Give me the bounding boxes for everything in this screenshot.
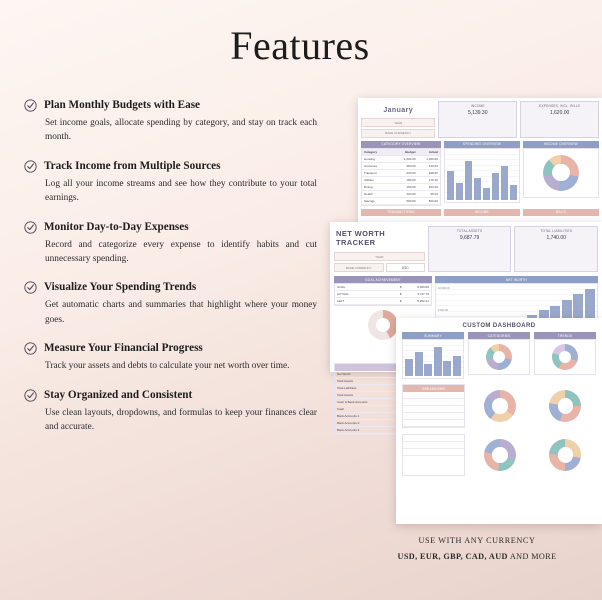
cell-budget: 180.00 <box>406 177 416 182</box>
row-label: Total Assets <box>337 379 354 383</box>
goal-value: 9,000.00 <box>417 285 429 289</box>
check-circle-icon <box>24 342 37 355</box>
total-assets-value: 9,687.79 <box>459 235 480 241</box>
january-spending-overview-header: SPENDING OVERVIEW <box>444 141 520 148</box>
feature-item <box>24 388 324 435</box>
dashboard-donut-b-wrap <box>469 384 530 428</box>
feature-description: Use clean layouts, dropdowns, and formulas to keep your finances clear and accurate. <box>45 407 317 433</box>
total-liabilities-label: TOTAL LIABILITIES <box>540 229 573 233</box>
cell-budget: 1,200.00 <box>403 156 416 161</box>
cell-actual: 198.00 <box>428 170 438 175</box>
col-actual: Actual <box>428 149 438 154</box>
feature-item <box>24 159 324 206</box>
donut-chart <box>549 390 581 422</box>
dashboard-donut-c-wrap <box>535 384 596 428</box>
networth-goal-achievement-header: GOAL ACHIEVEMENT <box>334 276 432 283</box>
dashboard-trends-header: TRENDS <box>534 332 596 339</box>
cell-budget: 500.00 <box>406 198 416 203</box>
cell-category: Transport <box>364 170 377 175</box>
footer-currency-note: USE WITH ANY CURRENCY <box>418 536 536 545</box>
january-income-donut-wrap <box>523 148 599 198</box>
cell-actual: 176.40 <box>428 177 438 182</box>
bar-chart <box>447 152 517 200</box>
row-label: Net Worth <box>337 372 351 376</box>
dashboard-donut-e-wrap <box>535 434 596 476</box>
january-expenses-card <box>520 101 599 138</box>
feature-title: Plan Monthly Budgets with Ease <box>44 99 201 111</box>
goal-label: ACTUAL <box>337 292 349 296</box>
cell-category: Health <box>364 191 373 196</box>
cell-actual: 95.00 <box>430 191 438 196</box>
january-category-overview-header: CATEGORY OVERVIEW <box>361 141 441 148</box>
january-title: January <box>383 107 413 114</box>
cell-actual: 162.00 <box>428 184 438 189</box>
feature-title: Visualize Your Spending Trends <box>44 281 197 294</box>
cell-actual: 500.00 <box>428 198 438 203</box>
feature-heading <box>24 159 324 173</box>
january-income-overview-header: INCOME OVERVIEW <box>523 141 599 148</box>
dashboard-title: CUSTOM DASHBOARD <box>462 323 536 329</box>
cell-category: Housing <box>364 156 376 161</box>
january-income-header: INCOME <box>444 209 520 216</box>
feature-heading <box>24 98 324 112</box>
row-label: Total Assets <box>337 393 354 397</box>
cell-category: Groceries <box>364 163 378 168</box>
y-tick: 9,000.00 <box>437 308 448 312</box>
goal-row <box>335 298 431 305</box>
january-base-currency-label: BASE CURRENCY <box>385 131 412 135</box>
networth-base-currency-label: BASE CURRENCY <box>345 265 372 270</box>
feature-description: Get automatic charts and summaries that highlight where your money goes. <box>45 300 317 325</box>
networth-total-assets-card <box>428 226 512 272</box>
dashboard-breakdown-header: BREAKDOWN <box>403 385 464 392</box>
dashboard-donut-d-wrap <box>469 434 530 476</box>
feature-description: Set income goals, allocate spending by category, and stay on track each month. <box>45 118 317 143</box>
check-circle-icon <box>24 281 37 294</box>
cell-budget: 450.00 <box>406 163 416 168</box>
dashboard-trends-donut-wrap <box>534 339 596 375</box>
dashboard-summary-chart <box>402 339 464 379</box>
check-circle-icon <box>24 221 37 234</box>
cell-category: Utilities <box>364 177 374 182</box>
cell-category: Dining <box>364 184 373 189</box>
feature-heading <box>24 388 324 402</box>
row-label: Bank Accounts 1 <box>337 414 360 418</box>
goal-value: 3,747.79 <box>417 292 429 296</box>
check-circle-icon <box>24 389 37 402</box>
goal-currency: $ <box>399 299 402 303</box>
row-label: Cash <box>337 407 345 411</box>
feature-title: Track Income from Multiple Sources <box>44 159 221 172</box>
table-row <box>362 163 440 170</box>
row-label: Bank Accounts 2 <box>337 421 360 425</box>
goal-currency: $ <box>399 292 402 296</box>
table-row <box>362 156 440 163</box>
cell-budget: 220.00 <box>406 170 416 175</box>
footer-currency-list <box>352 552 602 561</box>
january-spending-chart <box>444 148 520 203</box>
feature-title: Stay Organized and Consistent <box>44 388 193 401</box>
feature-description: Track your assets and debts to calculate your net worth over time. <box>45 361 290 372</box>
goal-label: GOAL <box>337 285 346 289</box>
january-income-label: INCOME <box>470 104 485 108</box>
y-tick: 10,500.00 <box>437 287 450 290</box>
spreadsheet-january-budget <box>358 98 602 226</box>
table-header-row <box>362 149 440 156</box>
table-row <box>362 177 440 184</box>
table-row <box>403 413 464 420</box>
dashboard-categories-donut-wrap <box>468 339 530 375</box>
col-category: Category <box>364 149 378 154</box>
cell-actual: 1,180.00 <box>426 156 438 161</box>
table-row <box>403 435 464 442</box>
donut-chart <box>552 344 578 370</box>
table-row <box>362 184 440 191</box>
feature-description: Log all your income streams and see how they contribute to your total earnings. <box>45 178 317 204</box>
table-row <box>362 198 440 205</box>
row-label: Bank Accounts 3 <box>337 428 360 432</box>
feature-heading <box>24 341 324 355</box>
feature-title: Monitor Day-to-Day Expenses <box>44 220 189 233</box>
table-row <box>403 399 464 406</box>
donut-chart <box>486 344 512 370</box>
col-budget: Budget <box>405 149 416 154</box>
networth-total-liabilities-card <box>514 226 598 272</box>
goal-progress-donut <box>368 310 398 340</box>
goal-row <box>335 291 431 298</box>
donut-chart <box>543 155 579 191</box>
table-row <box>403 420 464 427</box>
footer-and-more: AND MORE <box>507 552 557 561</box>
cell-budget: 150.00 <box>406 184 416 189</box>
goal-label: LEFT <box>337 299 345 303</box>
bar-chart <box>405 342 461 376</box>
feature-item <box>24 98 324 145</box>
goal-currency: $ <box>399 285 402 289</box>
january-income-card <box>438 101 517 138</box>
page-title: Features <box>230 23 370 68</box>
feature-title: Measure Your Financial Progress <box>44 342 203 355</box>
check-circle-icon <box>24 160 37 173</box>
feature-description: Record and categorize every expense to identify habits and cut unnecessary spending. <box>45 239 317 265</box>
networth-year-label: YEAR <box>375 254 384 259</box>
january-income-value: 5,139.30 <box>468 110 488 116</box>
donut-chart <box>484 439 516 471</box>
row-label: Cash & Bank Accounts <box>337 400 368 404</box>
january-bills-header: BILLS <box>523 209 599 216</box>
goal-row <box>335 284 431 291</box>
networth-chart-header: NET WORTH <box>435 276 598 283</box>
goal-value: 5,252.21 <box>417 299 429 303</box>
cell-actual: 412.60 <box>428 163 438 168</box>
footer <box>352 536 602 561</box>
feature-heading <box>24 280 324 294</box>
january-transactions-header: TRANSACTIONS <box>361 209 441 216</box>
feature-item <box>24 341 324 373</box>
networth-title: NET WORTH TRACKER <box>336 229 386 247</box>
total-liabilities-value: 1,740.00 <box>546 235 566 241</box>
january-expenses-label: EXPENSES, INCL. BILLS <box>539 104 581 108</box>
footer-currency-codes: USD, EUR, GBP, CAD, AUD <box>397 552 508 561</box>
feature-item <box>24 220 324 267</box>
cell-budget: 120.00 <box>406 191 416 196</box>
networth-base-currency-value: USD <box>401 265 409 270</box>
dashboard-summary-header: SUMMARY <box>402 332 464 339</box>
feature-heading <box>24 220 324 234</box>
features-list <box>24 98 324 448</box>
row-label: Total Liabilities <box>337 386 357 390</box>
table-row <box>362 170 440 177</box>
donut-chart <box>484 390 516 422</box>
january-year-label: YEAR <box>394 120 403 125</box>
january-expenses-value: 1,620.00 <box>549 110 570 116</box>
dashboard-panel <box>402 434 465 476</box>
table-row <box>403 442 464 449</box>
spreadsheet-custom-dashboard <box>396 318 602 524</box>
total-assets-label: TOTAL ASSETS <box>456 229 483 233</box>
donut-chart <box>549 439 581 471</box>
table-row <box>403 449 464 456</box>
check-circle-icon <box>24 99 37 112</box>
feature-item <box>24 280 324 327</box>
table-row <box>362 191 440 198</box>
dashboard-categories-header: CATEGORIES <box>468 332 530 339</box>
table-row <box>403 406 464 413</box>
cell-category: Savings <box>364 198 375 203</box>
table-row <box>403 392 464 399</box>
